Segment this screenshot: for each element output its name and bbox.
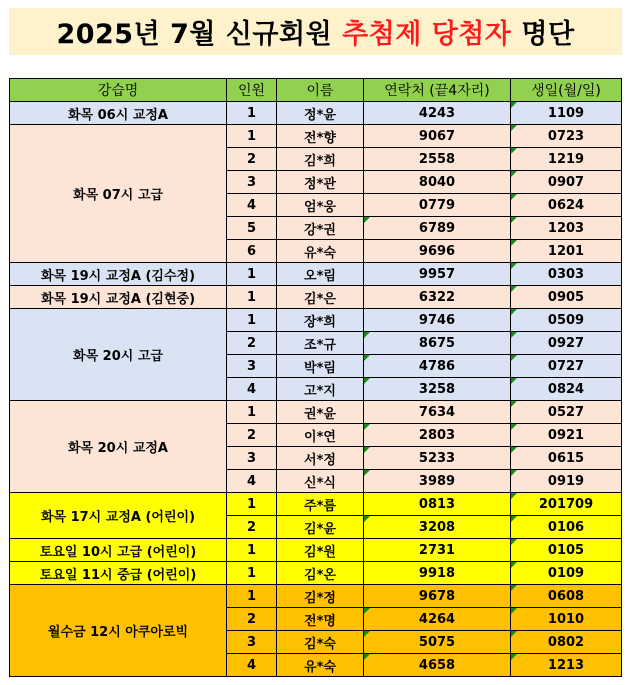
- birthday-cell: 0727: [511, 355, 622, 378]
- name-cell: 김*희: [277, 148, 364, 171]
- name-cell: 권*윤: [277, 401, 364, 424]
- table-row: [10, 309, 622, 332]
- name-cell: 오*림: [277, 263, 364, 286]
- count-cell: 6: [227, 240, 277, 263]
- course-cell: 화목 19시 교정A (김수정): [10, 263, 227, 286]
- header-course: 강습명: [10, 79, 227, 102]
- name-cell: 이*연: [277, 424, 364, 447]
- header-name: 이름: [277, 79, 364, 102]
- phone-cell: 2731: [364, 539, 511, 562]
- phone-cell: 3989: [364, 470, 511, 493]
- count-cell: 4: [227, 378, 277, 401]
- name-cell: 박*림: [277, 355, 364, 378]
- phone-cell: 2558: [364, 148, 511, 171]
- winners-table: [9, 78, 622, 677]
- birthday-cell: 0303: [511, 263, 622, 286]
- phone-cell: 3208: [364, 516, 511, 539]
- name-cell: 김*정: [277, 585, 364, 608]
- phone-cell: 5233: [364, 447, 511, 470]
- phone-cell: 2803: [364, 424, 511, 447]
- phone-cell: 6322: [364, 286, 511, 309]
- count-cell: 4: [227, 194, 277, 217]
- phone-cell: 9067: [364, 125, 511, 148]
- phone-cell: 9696: [364, 240, 511, 263]
- phone-cell: 4786: [364, 355, 511, 378]
- name-cell: 엄*웅: [277, 194, 364, 217]
- title-part-2: 추첨제 당첨자: [342, 19, 512, 50]
- name-cell: 서*정: [277, 447, 364, 470]
- count-cell: 1: [227, 263, 277, 286]
- name-cell: 고*지: [277, 378, 364, 401]
- name-cell: 김*윤: [277, 516, 364, 539]
- course-cell: 화목 20시 고급: [10, 309, 227, 401]
- title-part-1: 2025년 7월 신규회원: [56, 19, 333, 50]
- table-row: [10, 125, 622, 148]
- count-cell: 3: [227, 447, 277, 470]
- count-cell: 1: [227, 286, 277, 309]
- course-cell: 화목 19시 교정A (김현중): [10, 286, 227, 309]
- count-cell: 1: [227, 585, 277, 608]
- count-cell: 2: [227, 516, 277, 539]
- name-cell: 김*원: [277, 539, 364, 562]
- name-cell: 유*숙: [277, 240, 364, 263]
- count-cell: 5: [227, 217, 277, 240]
- name-cell: 장*희: [277, 309, 364, 332]
- phone-cell: 6789: [364, 217, 511, 240]
- phone-cell: 9678: [364, 585, 511, 608]
- name-cell: 김*숙: [277, 631, 364, 654]
- table-row: [10, 562, 622, 585]
- count-cell: 1: [227, 539, 277, 562]
- birthday-cell: 0615: [511, 447, 622, 470]
- name-cell: 전*향: [277, 125, 364, 148]
- table-row: [10, 102, 622, 125]
- birthday-cell: 0624: [511, 194, 622, 217]
- page-title: [9, 8, 622, 55]
- birthday-cell: 0907: [511, 171, 622, 194]
- count-cell: 4: [227, 470, 277, 493]
- table-row: [10, 585, 622, 608]
- count-cell: 3: [227, 631, 277, 654]
- birthday-cell: 1213: [511, 654, 622, 677]
- course-cell: 화목 07시 고급: [10, 125, 227, 263]
- birthday-cell: 0905: [511, 286, 622, 309]
- count-cell: 1: [227, 102, 277, 125]
- count-cell: 2: [227, 332, 277, 355]
- count-cell: 1: [227, 401, 277, 424]
- name-cell: 정*윤: [277, 102, 364, 125]
- name-cell: 조*규: [277, 332, 364, 355]
- birthday-cell: 0109: [511, 562, 622, 585]
- course-cell: 월수금 12시 아쿠아로빅: [10, 585, 227, 677]
- phone-cell: 7634: [364, 401, 511, 424]
- phone-cell: 3258: [364, 378, 511, 401]
- birthday-cell: 0824: [511, 378, 622, 401]
- table-body: [10, 102, 622, 677]
- birthday-cell: 1010: [511, 608, 622, 631]
- table-row: [10, 539, 622, 562]
- birthday-cell: 0723: [511, 125, 622, 148]
- count-cell: 1: [227, 125, 277, 148]
- count-cell: 4: [227, 654, 277, 677]
- birthday-cell: 1201: [511, 240, 622, 263]
- phone-cell: 5075: [364, 631, 511, 654]
- table-row: [10, 493, 622, 516]
- header-birthday: 생일(월/일): [511, 79, 622, 102]
- phone-cell: 0779: [364, 194, 511, 217]
- birthday-cell: 1219: [511, 148, 622, 171]
- phone-cell: 8040: [364, 171, 511, 194]
- course-cell: 화목 20시 교정A: [10, 401, 227, 493]
- name-cell: 전*명: [277, 608, 364, 631]
- course-cell: 토요일 11시 중급 (어린이): [10, 562, 227, 585]
- course-cell: 토요일 10시 고급 (어린이): [10, 539, 227, 562]
- birthday-cell: 1203: [511, 217, 622, 240]
- birthday-cell: 0106: [511, 516, 622, 539]
- phone-cell: 4243: [364, 102, 511, 125]
- count-cell: 1: [227, 309, 277, 332]
- birthday-cell: 0921: [511, 424, 622, 447]
- header-phone: 연락처 (끝4자리): [364, 79, 511, 102]
- phone-cell: 4264: [364, 608, 511, 631]
- header-row: [10, 79, 622, 102]
- birthday-cell: 0509: [511, 309, 622, 332]
- count-cell: 2: [227, 148, 277, 171]
- birthday-cell: 1109: [511, 102, 622, 125]
- birthday-cell: 0527: [511, 401, 622, 424]
- birthday-cell: 0608: [511, 585, 622, 608]
- birthday-cell: 0105: [511, 539, 622, 562]
- birthday-cell: 0927: [511, 332, 622, 355]
- course-cell: 화목 17시 교정A (어린이): [10, 493, 227, 539]
- count-cell: 3: [227, 171, 277, 194]
- birthday-cell: 0802: [511, 631, 622, 654]
- phone-cell: 9918: [364, 562, 511, 585]
- birthday-cell: 201709: [511, 493, 622, 516]
- table-row: [10, 401, 622, 424]
- course-cell: 화목 06시 교정A: [10, 102, 227, 125]
- count-cell: 1: [227, 493, 277, 516]
- name-cell: 강*권: [277, 217, 364, 240]
- phone-cell: 9746: [364, 309, 511, 332]
- header-count: 인원: [227, 79, 277, 102]
- count-cell: 3: [227, 355, 277, 378]
- name-cell: 유*숙: [277, 654, 364, 677]
- phone-cell: 9957: [364, 263, 511, 286]
- title-part-3: 명단: [521, 19, 575, 50]
- name-cell: 김*은: [277, 286, 364, 309]
- phone-cell: 8675: [364, 332, 511, 355]
- table-row: [10, 286, 622, 309]
- count-cell: 2: [227, 424, 277, 447]
- table-row: [10, 263, 622, 286]
- name-cell: 김*온: [277, 562, 364, 585]
- birthday-cell: 0919: [511, 470, 622, 493]
- count-cell: 1: [227, 562, 277, 585]
- phone-cell: 4658: [364, 654, 511, 677]
- count-cell: 2: [227, 608, 277, 631]
- phone-cell: 0813: [364, 493, 511, 516]
- name-cell: 신*식: [277, 470, 364, 493]
- name-cell: 정*관: [277, 171, 364, 194]
- name-cell: 주*름: [277, 493, 364, 516]
